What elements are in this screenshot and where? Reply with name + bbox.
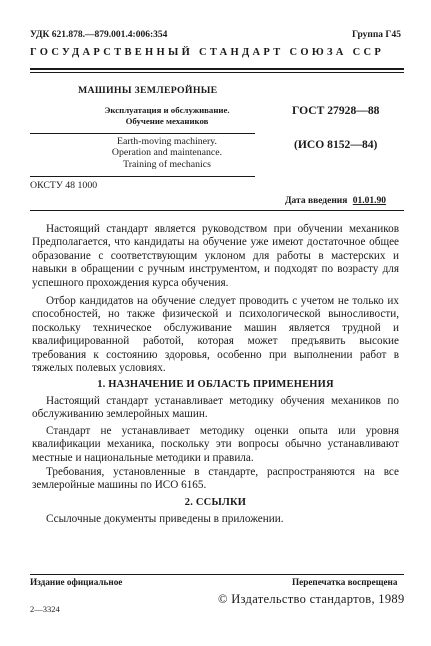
header-rule-thick	[30, 68, 404, 70]
english-title-line-3: Training of mechanics	[123, 158, 211, 170]
intro-rule	[30, 210, 404, 211]
intro-date-label: Дата введения	[285, 196, 348, 206]
header-rule-thin	[30, 72, 404, 73]
print-code: 2—3324	[30, 604, 60, 614]
section-2-paragraph-1: Ссылочные документы приведены в приложении.	[46, 513, 284, 525]
section-1-paragraph-2: Стандарт не устанавливает методику оценки опыта или уровня квалификации механика, поскольку эти вопросы обычно устанавливают местные и национальные методики и правила.	[32, 425, 399, 464]
udk-code: УДК 621.878.—879.001.4:006:354	[30, 30, 168, 40]
gost-number: ГОСТ 27928—88	[292, 104, 380, 117]
subtitle-line-2: Обучение механиков	[125, 116, 209, 126]
reprint-notice: Перепечатка воспрещена	[292, 577, 398, 587]
section-1-heading: 1. НАЗНАЧЕНИЕ И ОБЛАСТЬ ПРИМЕНЕНИЯ	[97, 379, 334, 390]
intro-date	[285, 196, 386, 206]
official-edition: Издание официальное	[30, 577, 123, 587]
copyright: © Издательство стандартов, 1989	[218, 592, 405, 606]
intro-paragraph-1: Настоящий стандарт является руководством при обучении механиков Предполагается, что кандидаты на обучение уже имеют достаточное общее образование с соответствующим уклоном для работы в мастерских и навыки в обращении с ручным инструментом, и подходят по возрасту для успешного прохождения курса обучения.	[32, 223, 399, 289]
okstu-code: ОКСТУ 48 1000	[30, 180, 98, 191]
section-1-paragraph-3: Требования, установленные в стандарте, распространяются на все землеройные машины по ИСО 6165.	[32, 466, 399, 492]
standard-title: ГОСУДАРСТВЕННЫЙ СТАНДАРТ СОЮЗА ССР	[30, 47, 385, 58]
footer-rule	[30, 574, 404, 575]
document-subtitle	[84, 105, 250, 127]
intro-paragraph-2: Отбор кандидатов на обучение следует проводить с учетом не только их способностей, но также физической и психологической выносливости, поскольку техническое обслуживание машин является трудной и квалифицированной работой, которая может предъявить высокие требования к состоянию здоровья, особенно при выполнении работ в тяжелых полевых условиях.	[32, 295, 399, 375]
title-divider	[30, 133, 255, 134]
subtitle-line-1: Эксплуатация и обслуживание.	[104, 105, 230, 115]
okstu-divider	[30, 176, 255, 177]
english-title-line-1: Earth-moving machinery.	[116, 136, 218, 147]
document-title: МАШИНЫ ЗЕМЛЕРОЙНЫЕ	[78, 85, 218, 96]
iso-number: (ИСО 8152—84)	[294, 138, 378, 151]
group-code: Группа Г45	[352, 30, 401, 40]
section-1-paragraph-1: Настоящий стандарт устанавливает методику обучения механиков по обслуживанию землеройных машин.	[32, 395, 399, 421]
english-title	[84, 136, 250, 170]
english-title-line-2: Operation and maintenance.	[111, 147, 223, 159]
section-2-heading: 2. ССЫЛКИ	[184, 497, 247, 508]
intro-date-value: 01.01.90	[352, 196, 387, 206]
